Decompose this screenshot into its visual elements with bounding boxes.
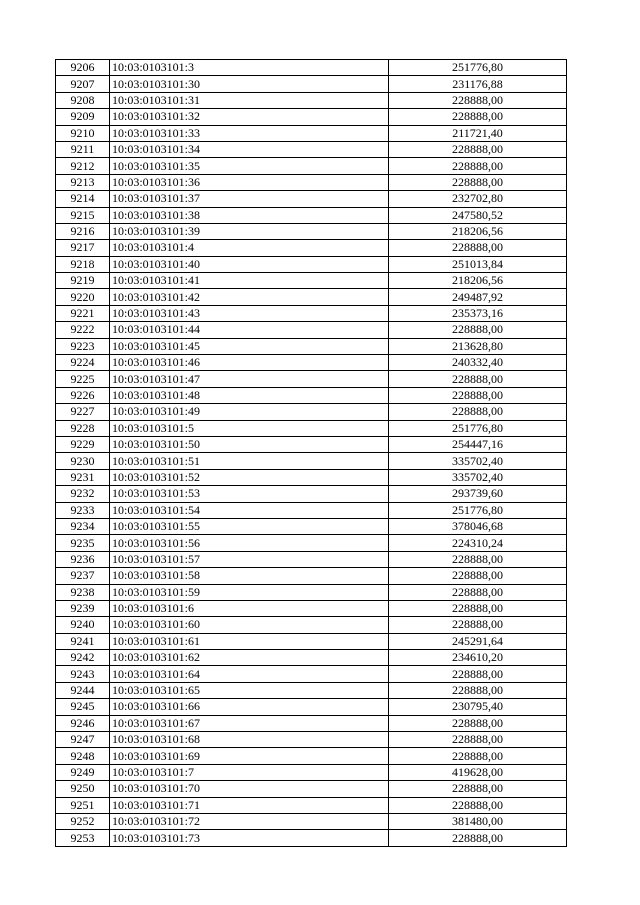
cadastral-value: 335702,40 [389, 453, 567, 469]
cadastral-value: 228888,00 [389, 371, 567, 387]
table-row [56, 305, 567, 321]
table-row [56, 584, 567, 600]
table-row [56, 732, 567, 748]
cadastral-value: 218206,56 [389, 223, 567, 239]
cadastral-number: 10:03:0103101:62 [110, 650, 389, 666]
row-number: 9226 [56, 387, 110, 403]
table-row [56, 781, 567, 797]
row-number: 9213 [56, 174, 110, 190]
cadastral-number: 10:03:0103101:48 [110, 387, 389, 403]
cadastral-number: 10:03:0103101:61 [110, 633, 389, 649]
row-number: 9244 [56, 682, 110, 698]
row-number: 9216 [56, 223, 110, 239]
row-number: 9234 [56, 518, 110, 534]
cadastral-number: 10:03:0103101:71 [110, 797, 389, 813]
row-number: 9225 [56, 371, 110, 387]
cadastral-value: 381480,00 [389, 813, 567, 829]
table-row [56, 486, 567, 502]
table-row [56, 764, 567, 780]
cadastral-value: 235373,16 [389, 305, 567, 321]
table-row [56, 420, 567, 436]
cadastral-value: 230795,40 [389, 699, 567, 715]
cadastral-value: 228888,00 [389, 158, 567, 174]
table-row [56, 141, 567, 157]
cadastral-number: 10:03:0103101:49 [110, 404, 389, 420]
cadastral-value: 228888,00 [389, 666, 567, 682]
row-number: 9245 [56, 699, 110, 715]
row-number: 9210 [56, 125, 110, 141]
table-row [56, 453, 567, 469]
cadastral-number: 10:03:0103101:30 [110, 76, 389, 92]
table-row [56, 207, 567, 223]
cadastral-value: 251013,84 [389, 256, 567, 272]
table-row [56, 355, 567, 371]
cadastral-number: 10:03:0103101:32 [110, 109, 389, 125]
row-number: 9215 [56, 207, 110, 223]
cadastral-number: 10:03:0103101:57 [110, 551, 389, 567]
table-row [56, 748, 567, 764]
cadastral-number: 10:03:0103101:59 [110, 584, 389, 600]
table-row [56, 436, 567, 452]
cadastral-number: 10:03:0103101:37 [110, 191, 389, 207]
cadastral-number: 10:03:0103101:38 [110, 207, 389, 223]
row-number: 9241 [56, 633, 110, 649]
row-number: 9240 [56, 617, 110, 633]
row-number: 9252 [56, 813, 110, 829]
cadastral-number: 10:03:0103101:34 [110, 141, 389, 157]
cadastral-value: 218206,56 [389, 273, 567, 289]
cadastral-value: 251776,80 [389, 502, 567, 518]
cadastral-number: 10:03:0103101:42 [110, 289, 389, 305]
cadastral-value: 213628,80 [389, 338, 567, 354]
table-row [56, 682, 567, 698]
table-row [56, 125, 567, 141]
row-number: 9224 [56, 355, 110, 371]
cadastral-value: 228888,00 [389, 715, 567, 731]
row-number: 9238 [56, 584, 110, 600]
cadastral-value: 247580,52 [389, 207, 567, 223]
row-number: 9212 [56, 158, 110, 174]
table-row [56, 715, 567, 731]
row-number: 9223 [56, 338, 110, 354]
cadastral-value: 335702,40 [389, 469, 567, 485]
row-number: 9247 [56, 732, 110, 748]
cadastral-value: 228888,00 [389, 732, 567, 748]
cadastral-number: 10:03:0103101:72 [110, 813, 389, 829]
cadastral-value: 419628,00 [389, 764, 567, 780]
cadastral-value: 228888,00 [389, 322, 567, 338]
row-number: 9230 [56, 453, 110, 469]
cadastral-value: 234610,20 [389, 650, 567, 666]
table-row [56, 699, 567, 715]
row-number: 9251 [56, 797, 110, 813]
row-number: 9242 [56, 650, 110, 666]
row-number: 9253 [56, 830, 110, 846]
row-number: 9206 [56, 60, 110, 76]
table-row [56, 371, 567, 387]
row-number: 9236 [56, 551, 110, 567]
cadastral-number: 10:03:0103101:53 [110, 486, 389, 502]
row-number: 9219 [56, 273, 110, 289]
table-row [56, 289, 567, 305]
cadastral-number: 10:03:0103101:68 [110, 732, 389, 748]
cadastral-value: 228888,00 [389, 404, 567, 420]
cadastral-number: 10:03:0103101:69 [110, 748, 389, 764]
cadastral-number: 10:03:0103101:45 [110, 338, 389, 354]
cadastral-number: 10:03:0103101:64 [110, 666, 389, 682]
cadastral-number: 10:03:0103101:46 [110, 355, 389, 371]
table-row [56, 404, 567, 420]
row-number: 9250 [56, 781, 110, 797]
cadastral-number: 10:03:0103101:51 [110, 453, 389, 469]
cadastral-value: 228888,00 [389, 781, 567, 797]
cadastral-number: 10:03:0103101:70 [110, 781, 389, 797]
cadastral-value: 228888,00 [389, 141, 567, 157]
table-row [56, 387, 567, 403]
cadastral-value: 228888,00 [389, 174, 567, 190]
cadastral-number: 10:03:0103101:4 [110, 240, 389, 256]
cadastral-value: 211721,40 [389, 125, 567, 141]
cadastral-number: 10:03:0103101:3 [110, 60, 389, 76]
cadastral-number: 10:03:0103101:55 [110, 518, 389, 534]
cadastral-value: 231176,88 [389, 76, 567, 92]
table-row [56, 240, 567, 256]
cadastral-number: 10:03:0103101:56 [110, 535, 389, 551]
row-number: 9243 [56, 666, 110, 682]
cadastral-number: 10:03:0103101:31 [110, 92, 389, 108]
table-row [56, 60, 567, 76]
row-number: 9220 [56, 289, 110, 305]
table-row [56, 174, 567, 190]
table-row [56, 92, 567, 108]
cadastral-number: 10:03:0103101:7 [110, 764, 389, 780]
table-row [56, 338, 567, 354]
cadastral-value: 224310,24 [389, 535, 567, 551]
row-number: 9246 [56, 715, 110, 731]
cadastral-value: 251776,80 [389, 420, 567, 436]
table-row [56, 813, 567, 829]
table-row [56, 633, 567, 649]
table-row [56, 158, 567, 174]
cadastral-value: 228888,00 [389, 600, 567, 616]
cadastral-value: 251776,80 [389, 60, 567, 76]
row-number: 9221 [56, 305, 110, 321]
cadastral-number: 10:03:0103101:60 [110, 617, 389, 633]
cadastral-value: 240332,40 [389, 355, 567, 371]
row-number: 9249 [56, 764, 110, 780]
row-number: 9231 [56, 469, 110, 485]
cadastral-value: 228888,00 [389, 584, 567, 600]
table-row [56, 535, 567, 551]
row-number: 9217 [56, 240, 110, 256]
cadastral-value: 245291,64 [389, 633, 567, 649]
cadastral-number: 10:03:0103101:35 [110, 158, 389, 174]
row-number: 9232 [56, 486, 110, 502]
table-row [56, 617, 567, 633]
table-row [56, 109, 567, 125]
table-row [56, 256, 567, 272]
row-number: 9222 [56, 322, 110, 338]
table-row [56, 600, 567, 616]
cadastral-number: 10:03:0103101:40 [110, 256, 389, 272]
row-number: 9237 [56, 568, 110, 584]
row-number: 9228 [56, 420, 110, 436]
cadastral-number: 10:03:0103101:6 [110, 600, 389, 616]
table-row [56, 76, 567, 92]
table-body [56, 60, 567, 847]
cadastral-value: 378046,68 [389, 518, 567, 534]
cadastral-value: 228888,00 [389, 748, 567, 764]
cadastral-number: 10:03:0103101:39 [110, 223, 389, 239]
table-row [56, 191, 567, 207]
cadastral-number: 10:03:0103101:33 [110, 125, 389, 141]
cadastral-number: 10:03:0103101:67 [110, 715, 389, 731]
cadastral-number: 10:03:0103101:50 [110, 436, 389, 452]
table-row [56, 223, 567, 239]
cadastral-value: 232702,80 [389, 191, 567, 207]
table-row [56, 518, 567, 534]
table-row [56, 322, 567, 338]
row-number: 9227 [56, 404, 110, 420]
table-row [56, 469, 567, 485]
table-row [56, 502, 567, 518]
cadastral-value: 228888,00 [389, 830, 567, 846]
cadastral-number: 10:03:0103101:47 [110, 371, 389, 387]
cadastral-number: 10:03:0103101:36 [110, 174, 389, 190]
cadastral-number: 10:03:0103101:66 [110, 699, 389, 715]
row-number: 9233 [56, 502, 110, 518]
cadastral-number: 10:03:0103101:5 [110, 420, 389, 436]
cadastral-number: 10:03:0103101:41 [110, 273, 389, 289]
cadastral-number: 10:03:0103101:65 [110, 682, 389, 698]
row-number: 9239 [56, 600, 110, 616]
cadastral-value-table [55, 59, 567, 847]
cadastral-value: 228888,00 [389, 682, 567, 698]
table-row [56, 650, 567, 666]
table-row [56, 551, 567, 567]
table-row [56, 273, 567, 289]
cadastral-value: 228888,00 [389, 551, 567, 567]
table-row [56, 568, 567, 584]
row-number: 9207 [56, 76, 110, 92]
cadastral-value: 228888,00 [389, 797, 567, 813]
table-row [56, 797, 567, 813]
row-number: 9235 [56, 535, 110, 551]
cadastral-number: 10:03:0103101:73 [110, 830, 389, 846]
cadastral-number: 10:03:0103101:43 [110, 305, 389, 321]
cadastral-value: 228888,00 [389, 109, 567, 125]
table-row [56, 666, 567, 682]
row-number: 9218 [56, 256, 110, 272]
cadastral-value: 293739,60 [389, 486, 567, 502]
cadastral-value: 228888,00 [389, 387, 567, 403]
row-number: 9211 [56, 141, 110, 157]
cadastral-value: 228888,00 [389, 92, 567, 108]
cadastral-value: 228888,00 [389, 568, 567, 584]
cadastral-number: 10:03:0103101:54 [110, 502, 389, 518]
cadastral-value: 254447,16 [389, 436, 567, 452]
cadastral-number: 10:03:0103101:52 [110, 469, 389, 485]
row-number: 9248 [56, 748, 110, 764]
row-number: 9229 [56, 436, 110, 452]
cadastral-value: 228888,00 [389, 617, 567, 633]
table-row [56, 830, 567, 846]
cadastral-value: 249487,92 [389, 289, 567, 305]
row-number: 9214 [56, 191, 110, 207]
cadastral-value: 228888,00 [389, 240, 567, 256]
cadastral-number: 10:03:0103101:58 [110, 568, 389, 584]
cadastral-number: 10:03:0103101:44 [110, 322, 389, 338]
row-number: 9209 [56, 109, 110, 125]
row-number: 9208 [56, 92, 110, 108]
